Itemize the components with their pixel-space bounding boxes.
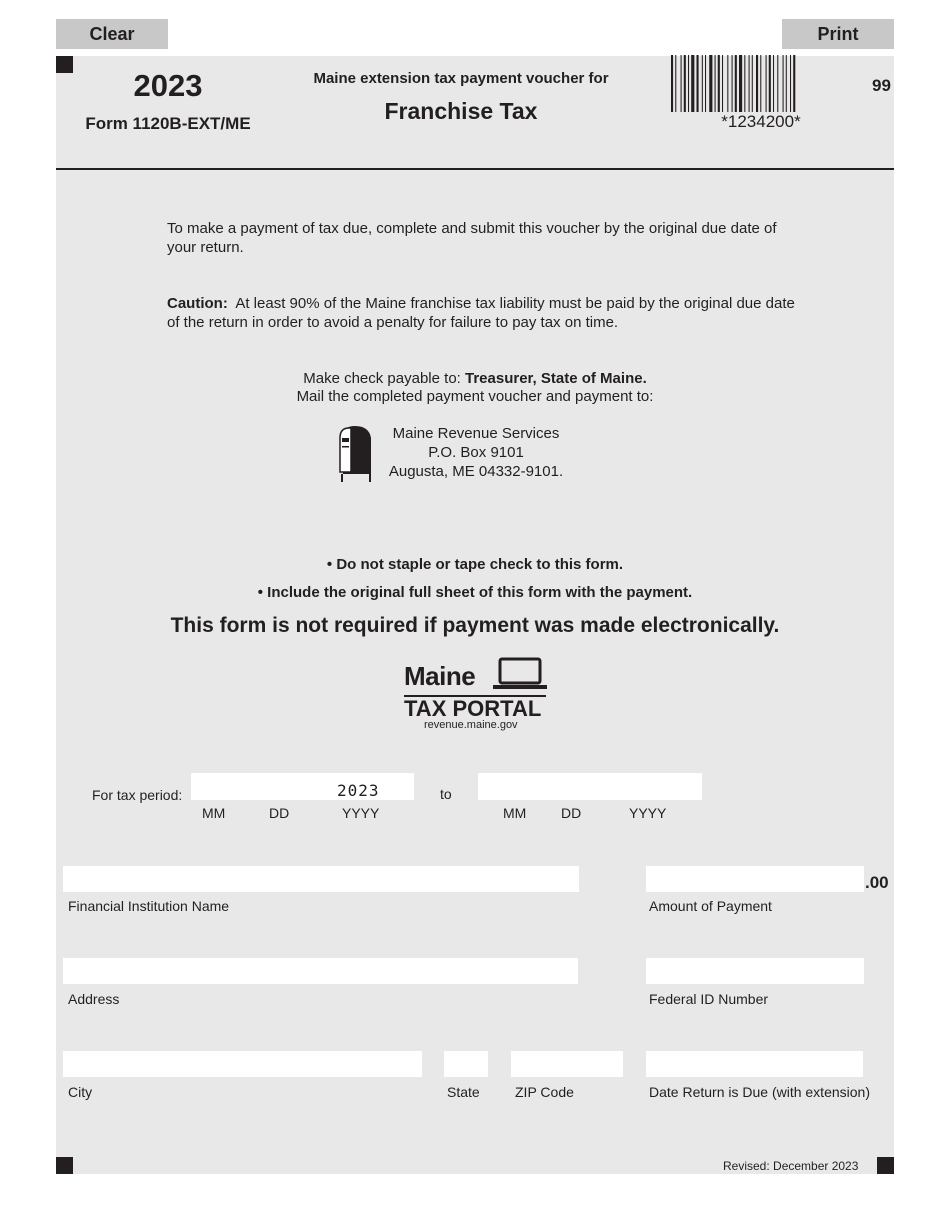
barcode-bar — [793, 55, 795, 112]
tax-period-to-input[interactable] — [478, 773, 702, 800]
barcode-bar — [744, 55, 745, 112]
barcode-bar — [684, 55, 686, 112]
amount-input[interactable] — [646, 866, 864, 892]
registration-mark-top-left — [56, 56, 73, 73]
tax-year: 2023 — [133, 68, 203, 103]
barcode-bar — [766, 55, 767, 112]
barcode-bar — [749, 55, 750, 112]
registration-mark-bottom-left — [56, 1157, 73, 1174]
caution-text — [167, 294, 797, 332]
payable-to: Treasurer, State of Maine. — [465, 370, 647, 387]
financial-institution-label: Financial Institution Name — [68, 898, 230, 914]
mailbox-icon — [337, 424, 375, 482]
state-label: State — [447, 1084, 480, 1100]
mailing-address — [376, 424, 576, 481]
barcode-bar — [688, 55, 689, 112]
barcode-bar — [783, 55, 784, 112]
barcode-bar — [681, 55, 682, 112]
amount-label: Amount of Payment — [649, 898, 772, 914]
address-label: Address — [68, 991, 120, 1007]
barcode-bar — [709, 55, 712, 112]
from-dd-label: DD — [269, 805, 290, 821]
tax-period-to-label: to — [440, 786, 452, 802]
barcode-bar — [705, 55, 706, 112]
tax-period-from-year: 2023 — [337, 781, 380, 800]
state-input[interactable] — [444, 1051, 488, 1077]
barcode-bar — [675, 55, 676, 112]
barcode-bar — [790, 55, 791, 112]
to-yyyy-label: YYYY — [629, 805, 667, 821]
barcode-bar — [777, 55, 778, 112]
form-number: Form 1120B-EXT/ME — [85, 114, 251, 133]
barcode-bar — [760, 55, 761, 112]
barcode-bar — [739, 55, 742, 112]
zip-label: ZIP Code — [515, 1084, 574, 1100]
barcode-bar — [769, 55, 771, 112]
city-input[interactable] — [63, 1051, 422, 1077]
address-input[interactable] — [63, 958, 578, 984]
from-mm-label: MM — [202, 805, 226, 821]
payable-line — [150, 369, 800, 388]
tax-period-from-input[interactable] — [191, 773, 414, 800]
barcode-bar — [671, 55, 673, 112]
barcode-bar — [786, 55, 787, 112]
tax-portal-logo — [404, 661, 554, 733]
date-due-label: Date Return is Due (with extension) — [649, 1084, 870, 1100]
laptop-icon — [492, 657, 548, 691]
portal-url: revenue.maine.gov — [424, 719, 518, 731]
barcode-bar — [773, 55, 774, 112]
to-mm-label: MM — [503, 805, 527, 821]
bullet-include-sheet: • Include the original full sheet of this form with the payment. — [257, 584, 693, 601]
barcode-bar — [732, 55, 733, 112]
mail-instruction: Mail the completed payment voucher and payment to: — [296, 388, 654, 405]
city-label: City — [68, 1084, 93, 1100]
revised-date: Revised: December 2023 — [723, 1159, 859, 1173]
form-code: 99 — [872, 76, 891, 95]
barcode — [670, 55, 852, 113]
clear-button[interactable]: Clear — [56, 19, 168, 49]
form-subtitle: Maine extension tax payment voucher for — [313, 70, 609, 87]
barcode-bar — [756, 55, 758, 112]
bullet-no-staple: • Do not staple or tape check to this form. — [326, 556, 624, 573]
federal-id-input[interactable] — [646, 958, 864, 984]
caution-body: At least 90% of the Maine franchise tax liability must be paid by the original due date of the return in order to avoid a penalty for failure to pay tax on time. — [167, 295, 795, 331]
portal-logo-maine: Maine — [404, 661, 476, 691]
barcode-text: *1234200* — [721, 112, 801, 131]
tax-period-label: For tax period: — [92, 787, 183, 803]
payable-prefix: Make check payable to: — [303, 370, 461, 387]
financial-institution-input[interactable] — [63, 866, 579, 892]
portal-logo-tax-portal: TAX PORTAL — [404, 696, 542, 721]
address-line-1: Maine Revenue Services — [392, 425, 560, 442]
barcode-bar — [715, 55, 716, 112]
from-yyyy-label: YYYY — [342, 805, 380, 821]
amount-cents-suffix: .00 — [865, 873, 889, 892]
barcode-bar — [697, 55, 699, 112]
registration-mark-bottom-right — [877, 1157, 894, 1174]
header-divider — [56, 168, 894, 170]
address-line-2: P.O. Box 9101 — [428, 444, 524, 461]
barcode-bar — [722, 55, 723, 112]
barcode-bar — [691, 55, 694, 112]
barcode-bar — [735, 55, 737, 112]
zip-input[interactable] — [511, 1051, 623, 1077]
barcode-bar — [752, 55, 753, 112]
intro-text: To make a payment of tax due, complete and submit this voucher by the original due date of your return. — [167, 220, 777, 256]
address-line-3: Augusta, ME 04332-9101. — [388, 463, 564, 480]
to-dd-label: DD — [561, 805, 582, 821]
barcode-bar — [702, 55, 703, 112]
barcode-bar — [727, 55, 728, 112]
form-title: Franchise Tax — [384, 98, 538, 124]
date-due-input[interactable] — [646, 1051, 863, 1077]
electronic-payment-note: This form is not required if payment was made electronically. — [170, 614, 780, 637]
caution-label: Caution: — [167, 295, 228, 312]
federal-id-label: Federal ID Number — [649, 991, 769, 1007]
print-button[interactable]: Print — [782, 19, 894, 49]
barcode-bar — [718, 55, 720, 112]
